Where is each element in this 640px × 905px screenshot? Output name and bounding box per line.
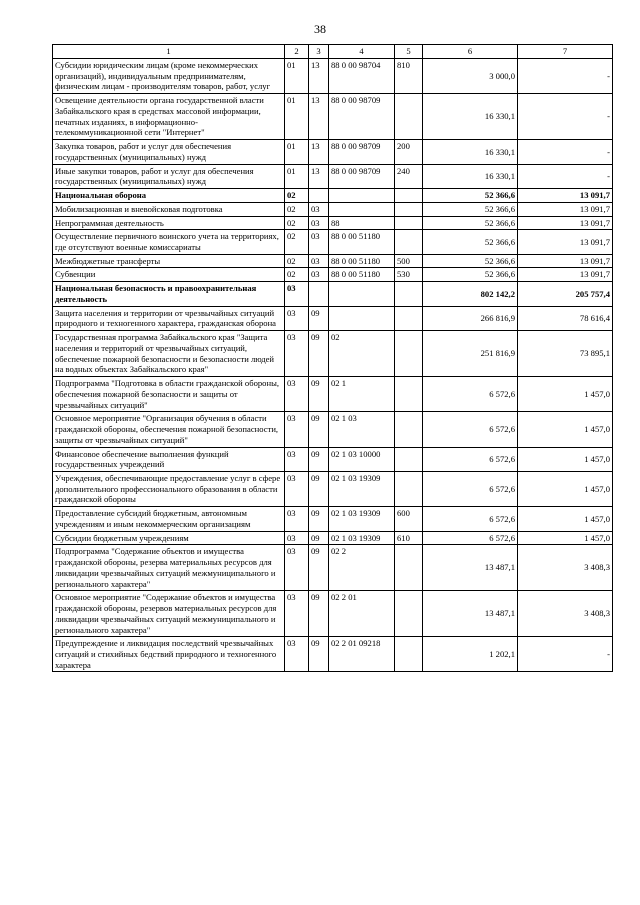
table-row <box>53 507 613 531</box>
table-row <box>53 637 613 672</box>
expense-type-code <box>395 471 423 506</box>
expense-type-code <box>395 591 423 637</box>
section-code: 01 <box>285 140 309 164</box>
amount-col6: 52 366,6 <box>423 230 518 254</box>
amount-col7: - <box>518 94 613 140</box>
table-row <box>53 471 613 506</box>
header-row <box>53 45 613 59</box>
expense-type-code: 500 <box>395 254 423 268</box>
amount-col6: 1 202,1 <box>423 637 518 672</box>
amount-col6: 6 572,6 <box>423 377 518 412</box>
target-article-code: 02 1 03 <box>329 412 395 447</box>
expense-type-code <box>395 230 423 254</box>
amount-col7: 13 091,7 <box>518 216 613 230</box>
section-code: 03 <box>285 531 309 545</box>
table-row <box>53 545 613 591</box>
row-name: Непрограммная деятельность <box>53 216 285 230</box>
subsection-code: 03 <box>309 268 329 282</box>
target-article-code: 88 0 00 51180 <box>329 230 395 254</box>
table-row <box>53 591 613 637</box>
expense-type-code: 240 <box>395 164 423 188</box>
row-name: Иные закупки товаров, работ и услуг для обеспечения государственных (муниципальных) нужд <box>53 164 285 188</box>
row-name: Подпрограмма "Содержание объектов и имущества гражданской обороны, резерва материальных ресурсов для ликвидации чрезвычайных ситуаций межмуниципального и регионального характера" <box>53 545 285 591</box>
target-article-code: 88 0 00 98709 <box>329 140 395 164</box>
section-code: 03 <box>285 306 309 330</box>
expense-type-code: 600 <box>395 507 423 531</box>
subsection-code: 13 <box>309 94 329 140</box>
amount-col6: 52 366,6 <box>423 254 518 268</box>
target-article-code: 88 0 00 51180 <box>329 254 395 268</box>
table-row <box>53 282 613 306</box>
amount-col6: 52 366,6 <box>423 216 518 230</box>
row-name: Государственная программа Забайкальского края "Защита населения и территорий от чрезвычайных ситуаций, обеспечение пожарной безопасности и безопасности людей на водных объектах Забайкальского края" <box>53 331 285 377</box>
section-code: 03 <box>285 331 309 377</box>
subsection-code: 09 <box>309 545 329 591</box>
row-name: Мобилизационная и вневойсковая подготовка <box>53 202 285 216</box>
expense-type-code <box>395 282 423 306</box>
amount-col7: 13 091,7 <box>518 202 613 216</box>
target-article-code: 88 0 00 98709 <box>329 164 395 188</box>
amount-col7: 13 091,7 <box>518 254 613 268</box>
row-name: Национальная оборона <box>53 189 285 203</box>
amount-col7: 78 616,4 <box>518 306 613 330</box>
amount-col7: 13 091,7 <box>518 268 613 282</box>
subsection-code <box>309 282 329 306</box>
subsection-code: 09 <box>309 377 329 412</box>
amount-col7: 3 408,3 <box>518 545 613 591</box>
amount-col7: 1 457,0 <box>518 447 613 471</box>
target-article-code: 88 0 00 98709 <box>329 94 395 140</box>
section-code: 02 <box>285 189 309 203</box>
amount-col7: 13 091,7 <box>518 230 613 254</box>
expense-type-code: 610 <box>395 531 423 545</box>
expense-type-code <box>395 331 423 377</box>
section-code: 02 <box>285 230 309 254</box>
target-article-code: 02 1 <box>329 377 395 412</box>
expense-type-code <box>395 412 423 447</box>
amount-col7: 1 457,0 <box>518 531 613 545</box>
section-code: 01 <box>285 59 309 94</box>
amount-col6: 16 330,1 <box>423 164 518 188</box>
budget-table-body <box>53 45 613 672</box>
table-row <box>53 447 613 471</box>
subsection-code: 09 <box>309 471 329 506</box>
amount-col7: - <box>518 164 613 188</box>
table-row <box>53 202 613 216</box>
subsection-code: 09 <box>309 412 329 447</box>
expense-type-code <box>395 447 423 471</box>
table-row <box>53 230 613 254</box>
amount-col6: 6 572,6 <box>423 507 518 531</box>
subsection-code: 03 <box>309 202 329 216</box>
amount-col6: 3 000,0 <box>423 59 518 94</box>
amount-col7: 13 091,7 <box>518 189 613 203</box>
table-row <box>53 306 613 330</box>
amount-col7: 1 457,0 <box>518 507 613 531</box>
amount-col6: 16 330,1 <box>423 94 518 140</box>
budget-table <box>52 44 613 672</box>
target-article-code: 02 1 03 19309 <box>329 471 395 506</box>
section-code: 03 <box>285 637 309 672</box>
row-name: Закупка товаров, работ и услуг для обеспечения государственных (муниципальных) нужд <box>53 140 285 164</box>
expense-type-code <box>395 202 423 216</box>
expense-type-code: 810 <box>395 59 423 94</box>
row-name: Основное мероприятие "Организация обучения в области гражданской обороны, обеспечения пожарной безопасности, защиты от чрезвычайных ситуаций" <box>53 412 285 447</box>
amount-col6: 6 572,6 <box>423 447 518 471</box>
amount-col6: 6 572,6 <box>423 471 518 506</box>
section-code: 01 <box>285 164 309 188</box>
subsection-code: 13 <box>309 59 329 94</box>
expense-type-code <box>395 545 423 591</box>
amount-col7: - <box>518 59 613 94</box>
header-cell: 6 <box>423 45 518 59</box>
header-cell: 5 <box>395 45 423 59</box>
expense-type-code <box>395 216 423 230</box>
amount-col6: 52 366,6 <box>423 268 518 282</box>
subsection-code: 03 <box>309 230 329 254</box>
row-name: Субсидии юридическим лицам (кроме некоммерческих организаций), индивидуальным предпринимателям, физическим лицам - производителям товаров, работ, услуг <box>53 59 285 94</box>
section-code: 03 <box>285 507 309 531</box>
subsection-code: 09 <box>309 531 329 545</box>
subsection-code: 09 <box>309 306 329 330</box>
expense-type-code <box>395 377 423 412</box>
amount-col6: 6 572,6 <box>423 412 518 447</box>
amount-col7: 1 457,0 <box>518 412 613 447</box>
header-cell: 7 <box>518 45 613 59</box>
amount-col6: 266 816,9 <box>423 306 518 330</box>
section-code: 03 <box>285 447 309 471</box>
subsection-code: 03 <box>309 254 329 268</box>
table-row <box>53 94 613 140</box>
amount-col7: 3 408,3 <box>518 591 613 637</box>
amount-col6: 6 572,6 <box>423 531 518 545</box>
target-article-code: 02 1 03 19309 <box>329 531 395 545</box>
expense-type-code <box>395 306 423 330</box>
table-row <box>53 216 613 230</box>
section-code: 03 <box>285 545 309 591</box>
section-code: 02 <box>285 254 309 268</box>
target-article-code: 02 2 01 09218 <box>329 637 395 672</box>
row-name: Субвенции <box>53 268 285 282</box>
target-article-code: 88 <box>329 216 395 230</box>
target-article-code <box>329 202 395 216</box>
amount-col6: 13 487,1 <box>423 591 518 637</box>
row-name: Национальная безопасность и правоохранительная деятельность <box>53 282 285 306</box>
amount-col6: 52 366,6 <box>423 189 518 203</box>
section-code: 03 <box>285 471 309 506</box>
subsection-code: 09 <box>309 507 329 531</box>
row-name: Освещение деятельности органа государственной власти Забайкальского края в средствах массовой информации, печатных изданиях, в информационно-телекоммуникационной сети "Интернет" <box>53 94 285 140</box>
subsection-code: 13 <box>309 140 329 164</box>
row-name: Учреждения, обеспечивающие предоставление услуг в сфере дополнительного профессионального образования в области гражданской обороны <box>53 471 285 506</box>
amount-col7: - <box>518 140 613 164</box>
row-name: Межбюджетные трансферты <box>53 254 285 268</box>
amount-col7: - <box>518 637 613 672</box>
section-code: 03 <box>285 282 309 306</box>
expense-type-code <box>395 189 423 203</box>
row-name: Предупреждение и ликвидация последствий чрезвычайных ситуаций и стихийных бедствий природного и техногенного характера <box>53 637 285 672</box>
amount-col6: 802 142,2 <box>423 282 518 306</box>
row-name: Предоставление субсидий бюджетным, автономным учреждениям и иным некоммерческим организациям <box>53 507 285 531</box>
expense-type-code: 530 <box>395 268 423 282</box>
section-code: 02 <box>285 202 309 216</box>
header-cell: 4 <box>329 45 395 59</box>
subsection-code: 09 <box>309 331 329 377</box>
target-article-code <box>329 282 395 306</box>
subsection-code: 03 <box>309 216 329 230</box>
section-code: 02 <box>285 268 309 282</box>
subsection-code <box>309 189 329 203</box>
amount-col6: 13 487,1 <box>423 545 518 591</box>
table-row <box>53 189 613 203</box>
table-row <box>53 59 613 94</box>
amount-col6: 52 366,6 <box>423 202 518 216</box>
row-name: Финансовое обеспечение выполнения функций государственных учреждений <box>53 447 285 471</box>
target-article-code: 02 <box>329 331 395 377</box>
section-code: 03 <box>285 412 309 447</box>
row-name: Защита населения и территории от чрезвычайных ситуаций природного и техногенного характера, гражданская оборона <box>53 306 285 330</box>
amount-col7: 1 457,0 <box>518 377 613 412</box>
target-article-code <box>329 306 395 330</box>
amount-col6: 16 330,1 <box>423 140 518 164</box>
row-name: Подпрограмма "Подготовка в области гражданской обороны, обеспечения пожарной безопасности и защиты от чрезвычайных ситуаций" <box>53 377 285 412</box>
target-article-code: 02 2 01 <box>329 591 395 637</box>
section-code: 02 <box>285 216 309 230</box>
table-row <box>53 412 613 447</box>
section-code: 01 <box>285 94 309 140</box>
section-code: 03 <box>285 377 309 412</box>
subsection-code: 09 <box>309 591 329 637</box>
page-number: 38 <box>314 22 326 36</box>
table-row <box>53 531 613 545</box>
table-row <box>53 268 613 282</box>
subsection-code: 09 <box>309 637 329 672</box>
row-name: Осуществление первичного воинского учета на территориях, где отсутствуют военные комиссариаты <box>53 230 285 254</box>
expense-type-code <box>395 637 423 672</box>
subsection-code: 09 <box>309 447 329 471</box>
target-article-code: 88 0 00 98704 <box>329 59 395 94</box>
target-article-code: 88 0 00 51180 <box>329 268 395 282</box>
expense-type-code: 200 <box>395 140 423 164</box>
row-name: Основное мероприятие "Содержание объектов и имущества гражданской обороны, резервов материальных ресурсов для ликвидации чрезвычайных ситуаций межмуниципального и регионального характера" <box>53 591 285 637</box>
target-article-code: 02 1 03 19309 <box>329 507 395 531</box>
header-cell: 2 <box>285 45 309 59</box>
header-cell: 1 <box>53 45 285 59</box>
target-article-code: 02 1 03 10000 <box>329 447 395 471</box>
row-name: Субсидии бюджетным учреждениям <box>53 531 285 545</box>
target-article-code: 02 2 <box>329 545 395 591</box>
amount-col7: 73 895,1 <box>518 331 613 377</box>
table-row <box>53 331 613 377</box>
table-row <box>53 377 613 412</box>
header-cell: 3 <box>309 45 329 59</box>
table-row <box>53 164 613 188</box>
expense-type-code <box>395 94 423 140</box>
target-article-code <box>329 189 395 203</box>
section-code: 03 <box>285 591 309 637</box>
amount-col6: 251 816,9 <box>423 331 518 377</box>
table-row <box>53 254 613 268</box>
subsection-code: 13 <box>309 164 329 188</box>
table-row <box>53 140 613 164</box>
amount-col7: 205 757,4 <box>518 282 613 306</box>
amount-col7: 1 457,0 <box>518 471 613 506</box>
